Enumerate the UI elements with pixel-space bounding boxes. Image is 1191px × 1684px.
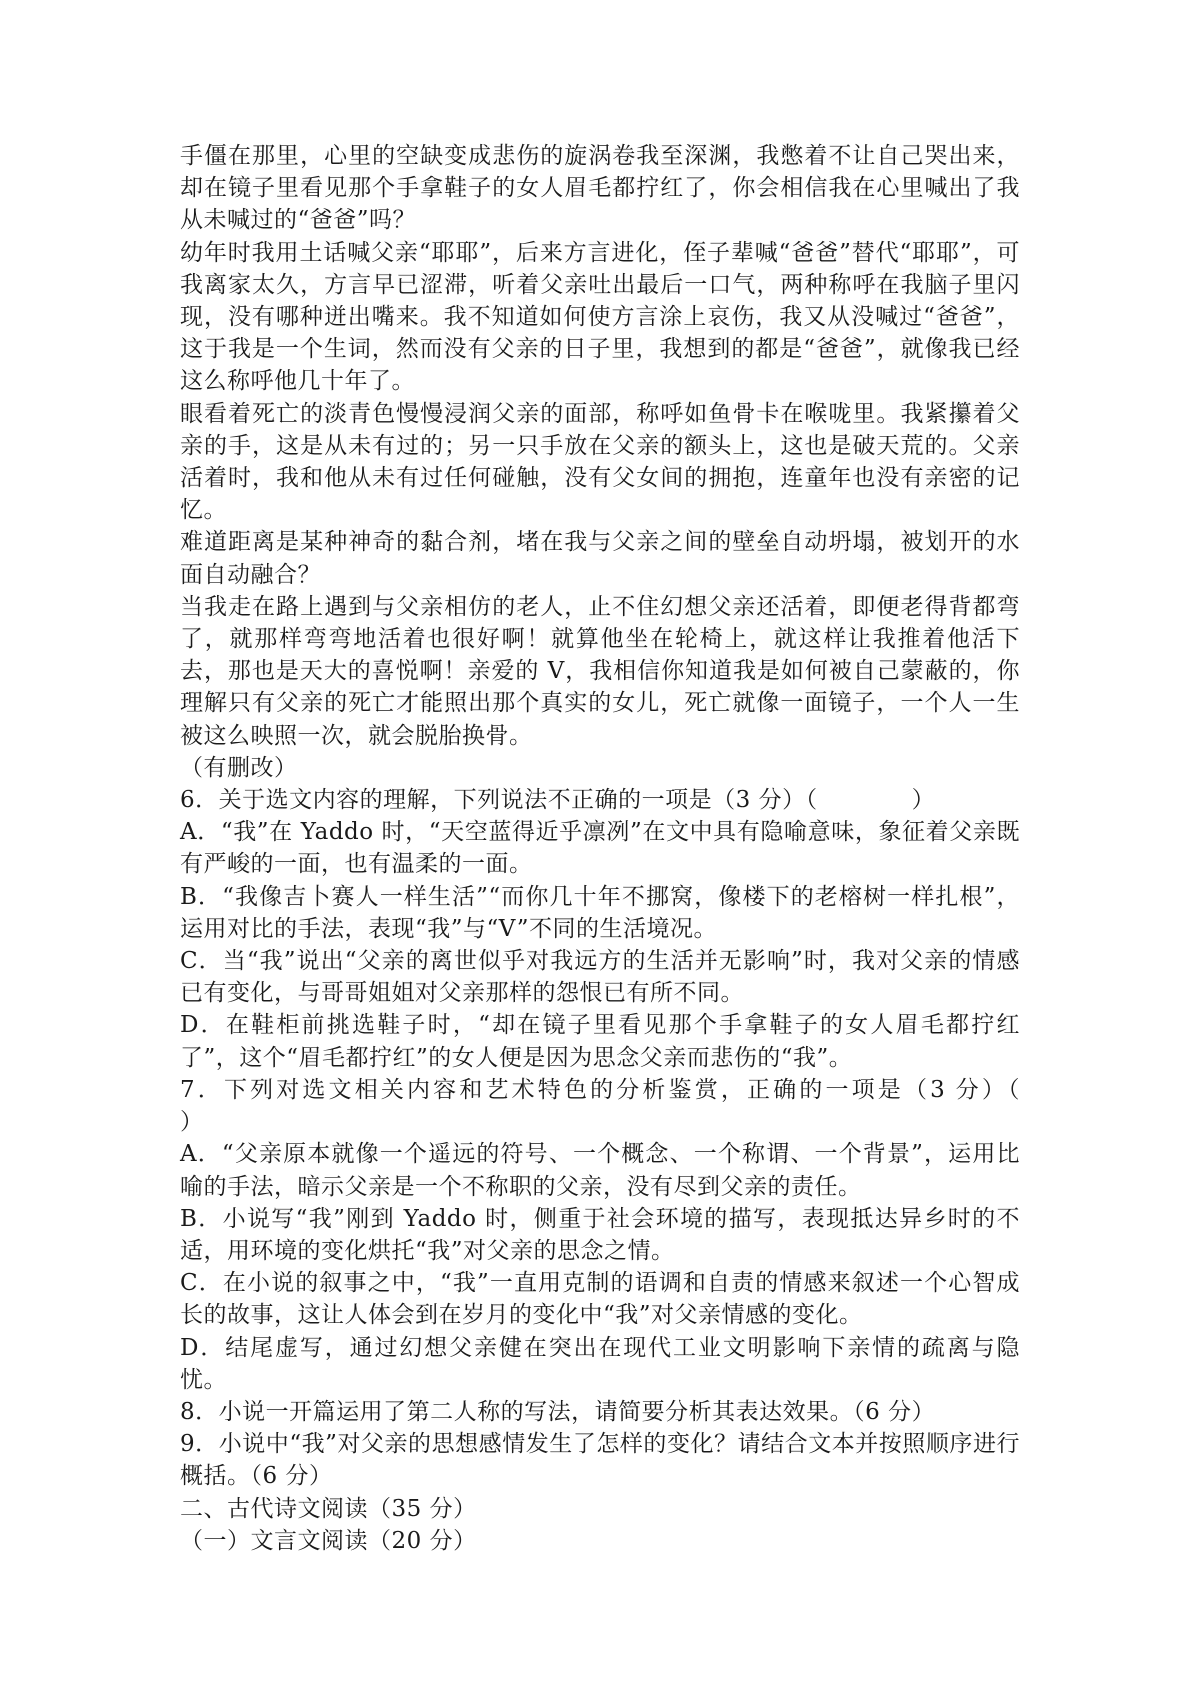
question-7-option-d: D．结尾虚写，通过幻想父亲健在突出在现代工业文明影响下亲情的疏离与隐忧。 (180, 1334, 1020, 1393)
document-body (180, 140, 1114, 1557)
question-7-option-c: C．在小说的叙事之中，“我”一直用克制的语调和自责的情感来叙述一个心智成长的故事，这让人体会到在岁月的变化中“我”对父亲情感的变化。 (180, 1270, 1020, 1329)
question-8: 8．小说一开篇运用了第二人称的写法，请简要分析其表达效果。（6 分） (180, 1398, 936, 1425)
passage-paragraph-3: 眼看着死亡的淡青色慢慢浸润父亲的面部，称呼如鱼骨卡在喉咙里。我紧攥着父亲的手，这是从未有过的；另一只手放在父亲的额头上，这也是破天荒的。父亲活着时，我和他从未有过任何碰触，没有父女间的拥抱，连童年也没有亲密的记忆。 (180, 400, 1020, 524)
question-7-option-a: A．“父亲原本就像一个遥远的符号、一个概念、一个称谓、一个背景”，运用比喻的手法，暗示父亲是一个不称职的父亲，没有尽到父亲的责任。 (180, 1141, 1020, 1200)
section-heading-classical-reading: 二、古代诗文阅读（35 分） (180, 1495, 477, 1522)
question-6-option-c: C．当“我”说出“父亲的离世似乎对我远方的生活并无影响”时，我对父亲的情感已有变化，与哥哥姐姐对父亲那样的怨恨已有所不同。 (180, 948, 1020, 1007)
passage-paragraph-2: 幼年时我用土话喊父亲“耶耶”，后来方言进化，侄子辈喊“爸爸”替代“耶耶”，可我离家太久，方言早已涩滞，听着父亲吐出最后一口气，两种称呼在我脑子里闪现，没有哪种迸出嘴来。我不知道如何使方言涂上哀伤，我又从没喊过“爸爸”，这于我是一个生词，然而没有父亲的日子里，我想到的都是“爸爸”，就像我已经这么称呼他几十年了。 (180, 239, 1020, 395)
question-6 (180, 784, 1020, 1074)
question-7-stem: 7．下列对选文相关内容和艺术特色的分析鉴赏，正确的一项是（3 分）（ ） (180, 1076, 1114, 1136)
question-7 (180, 1074, 1114, 1396)
question-7-option-b: B．小说写“我”刚到 Yaddo 时，侧重于社会环境的描写，表现抵达异乡时的不适，用环境的变化烘托“我”对父亲的思念之情。 (180, 1205, 1020, 1264)
passage-paragraph-1: 手僵在那里，心里的空缺变成悲伤的旋涡卷我至深渊，我憋着不让自己哭出来，却在镜子里看见那个手拿鞋子的女人眉毛都拧红了，你会相信我在心里喊出了我从未喊过的“爸爸”吗？ (180, 143, 1020, 234)
question-6-option-d: D．在鞋柜前挑选鞋子时，“却在镜子里看见那个手拿鞋子的女人眉毛都拧红了”，这个“眉毛都拧红”的女人便是因为思念父亲而悲伤的“我”。 (180, 1012, 1020, 1071)
question-6-option-a: A．“我”在 Yaddo 时，“天空蓝得近乎凛冽”在文中具有隐喻意味，象征着父亲既有严峻的一面，也有温柔的一面。 (180, 819, 1020, 878)
question-9: 9．小说中“我”对父亲的思想感情发生了怎样的变化？请结合文本并按照顺序进行概括。（6 分） (180, 1431, 1020, 1490)
source-note: （有删改） (180, 754, 298, 781)
subsection-heading-classical-prose: （一）文言文阅读（20 分） (180, 1527, 477, 1554)
question-6-option-b: B．“我像吉卜赛人一样生活”“而你几十年不挪窝，像楼下的老榕树一样扎根”，运用对比的手法，表现“我”与“V”不同的生活境况。 (180, 883, 1020, 942)
question-6-stem: 6．关于选文内容的理解，下列说法不正确的一项是（3 分）（ ） (180, 787, 936, 814)
passage-paragraph-4: 难道距离是某种神奇的黏合剂，堵在我与父亲之间的壁垒自动坍塌，被划开的水面自动融合？ (180, 529, 1020, 588)
passage-paragraph-5: 当我走在路上遇到与父亲相仿的老人，止不住幻想父亲还活着，即便老得背都弯了，就那样弯弯地活着也很好啊！就算他坐在轮椅上，就这样让我推着他活下去，那也是天大的喜悦啊！亲爱的 V，我相信你知道我是如何被自己蒙蔽的，你理解只有父亲的死亡才能照出那个真实的女儿，死亡就像一面镜子，一个人一生被这么映照一次，就会脱胎换骨。 (180, 593, 1020, 749)
